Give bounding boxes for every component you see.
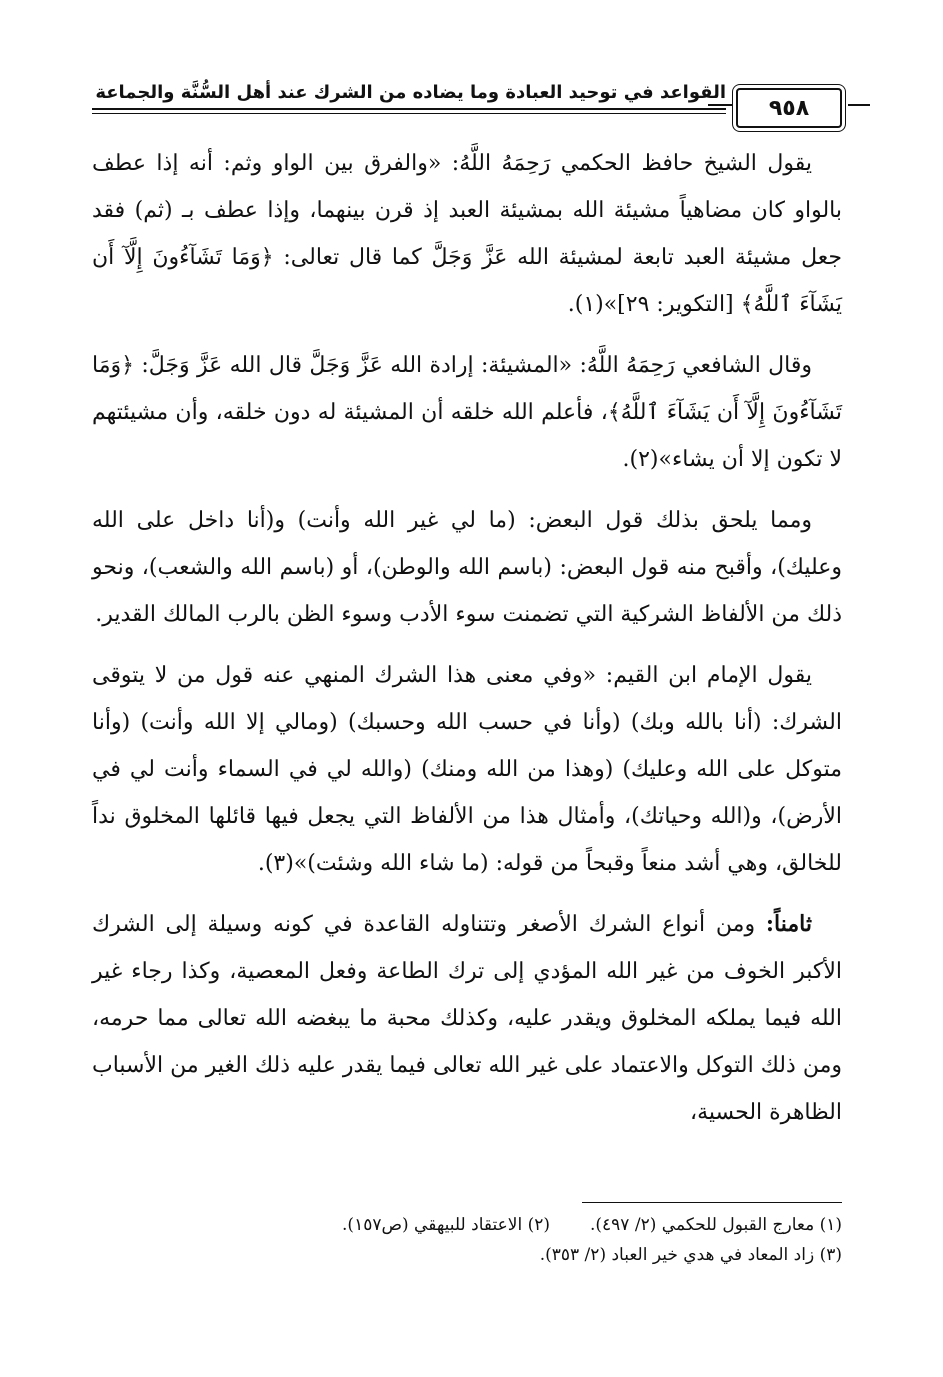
- footnote-rule: [582, 1202, 842, 1203]
- paragraph-text: يقول الشيخ حافظ الحكمي رَحِمَهُ اللَّهُ: «والفرق بين الواو وثم: أنه إذا عطف بالواو كان مضاهياً مشيئة الله بمشيئة العبد إذ قرن بينهما، وإذا عطف بـ (ثم) فقد جعل مشيئة العبد تابعة لمشيئة الله عَزَّ وَجَلَّ كما قال تعالى: ﴿وَمَا تَشَآءُونَ إِلَّآ أَن يَشَآءَ ٱللَّهُ﴾ [التكوير: ٢٩]»(١).: [92, 151, 842, 317]
- header-rule: [92, 108, 726, 114]
- footnotes: [92, 1210, 842, 1270]
- page-number: ٩٥٨: [736, 88, 842, 128]
- running-title: القواعد في توحيد العبادة وما يضاده من الشرك عند أهل السُّنَّة والجماعة: [95, 82, 726, 103]
- footnote-2: (٢) الاعتقاد للبيهقي (ص١٥٧).: [342, 1215, 550, 1235]
- paragraph-text: ومما يلحق بذلك قول البعض: (ما لي غير الله وأنت) و(أنا داخل على الله وعليك)، وأقبح منه قول البعض: (باسم الله والوطن)، أو (باسم الله والشعب)، ونحو ذلك من الألفاظ الشركية التي تضمنت سوء الأدب وسوء الظن بالرب المالك القدير.: [92, 508, 842, 627]
- page-header: [92, 78, 842, 128]
- header-ornament: [848, 104, 870, 106]
- footnote-row: [92, 1240, 842, 1270]
- paragraph-text: ومن أنواع الشرك الأصغر وتتناوله القاعدة في كونه وسيلة إلى الشرك الأكبر الخوف من غير الله المؤدي إلى ترك الطاعة وفعل المعصية، وكذا رجاء غير الله فيما يملكه المخلوق ويقدر عليه، وكذلك محبة ما يبغضه الله تعالى مما حرمه، ومن ذلك التوكل والاعتماد على غير الله تعالى فيما يقدر عليه ذلك الغير من الأسباب الظاهرة الحسية،: [92, 912, 843, 1125]
- paragraph: [92, 342, 842, 483]
- paragraph-text: يقول الإمام ابن القيم: «وفي معنى هذا الشرك المنهي عنه قول من لا يتوقى الشرك: (أنا بالله وبك) (وأنا في حسب الله وحسبك) (ومالي إلا الله وأنت) (وأنا متوكل على الله وعليك) (وهذا من الله ومنك) (والله لي في السماء وأنت لي في الأرض)، و(الله وحياتك)، وأمثال هذا من الألفاظ التي يجعل فيها قائلها المخلوق نداً للخالق، وهي أشد منعاً وقبحاً من قوله: (ما شاء الله وشئت)»(٣).: [92, 663, 842, 876]
- page-body: [92, 140, 842, 1150]
- paragraph: [92, 497, 842, 638]
- paragraph-text: وقال الشافعي رَحِمَهُ اللَّهُ: «المشيئة: إرادة الله عَزَّ وَجَلَّ قال الله عَزَّ وَجَلَّ: ﴿وَمَا تَشَآءُونَ إِلَّآ أَن يَشَآءَ ٱللَّهُ﴾، فأعلم الله خلقه أن المشيئة له دون خلقه، وأن مشيئتهم لا تكون إلا أن يشاء»(٢).: [92, 353, 842, 472]
- footnote-3: (٣) زاد المعاد في هدي خير العباد (٢/ ٣٥٣).: [539, 1245, 842, 1265]
- paragraph: [92, 140, 842, 328]
- paragraph: [92, 901, 842, 1136]
- footnote-1: (١) معارج القبول للحكمي (٢/ ٤٩٧).: [590, 1215, 842, 1235]
- header-connector: [708, 104, 734, 106]
- paragraph-lead: ثامناً:: [765, 911, 812, 937]
- paragraph: [92, 652, 842, 887]
- footnote-row: [92, 1210, 842, 1240]
